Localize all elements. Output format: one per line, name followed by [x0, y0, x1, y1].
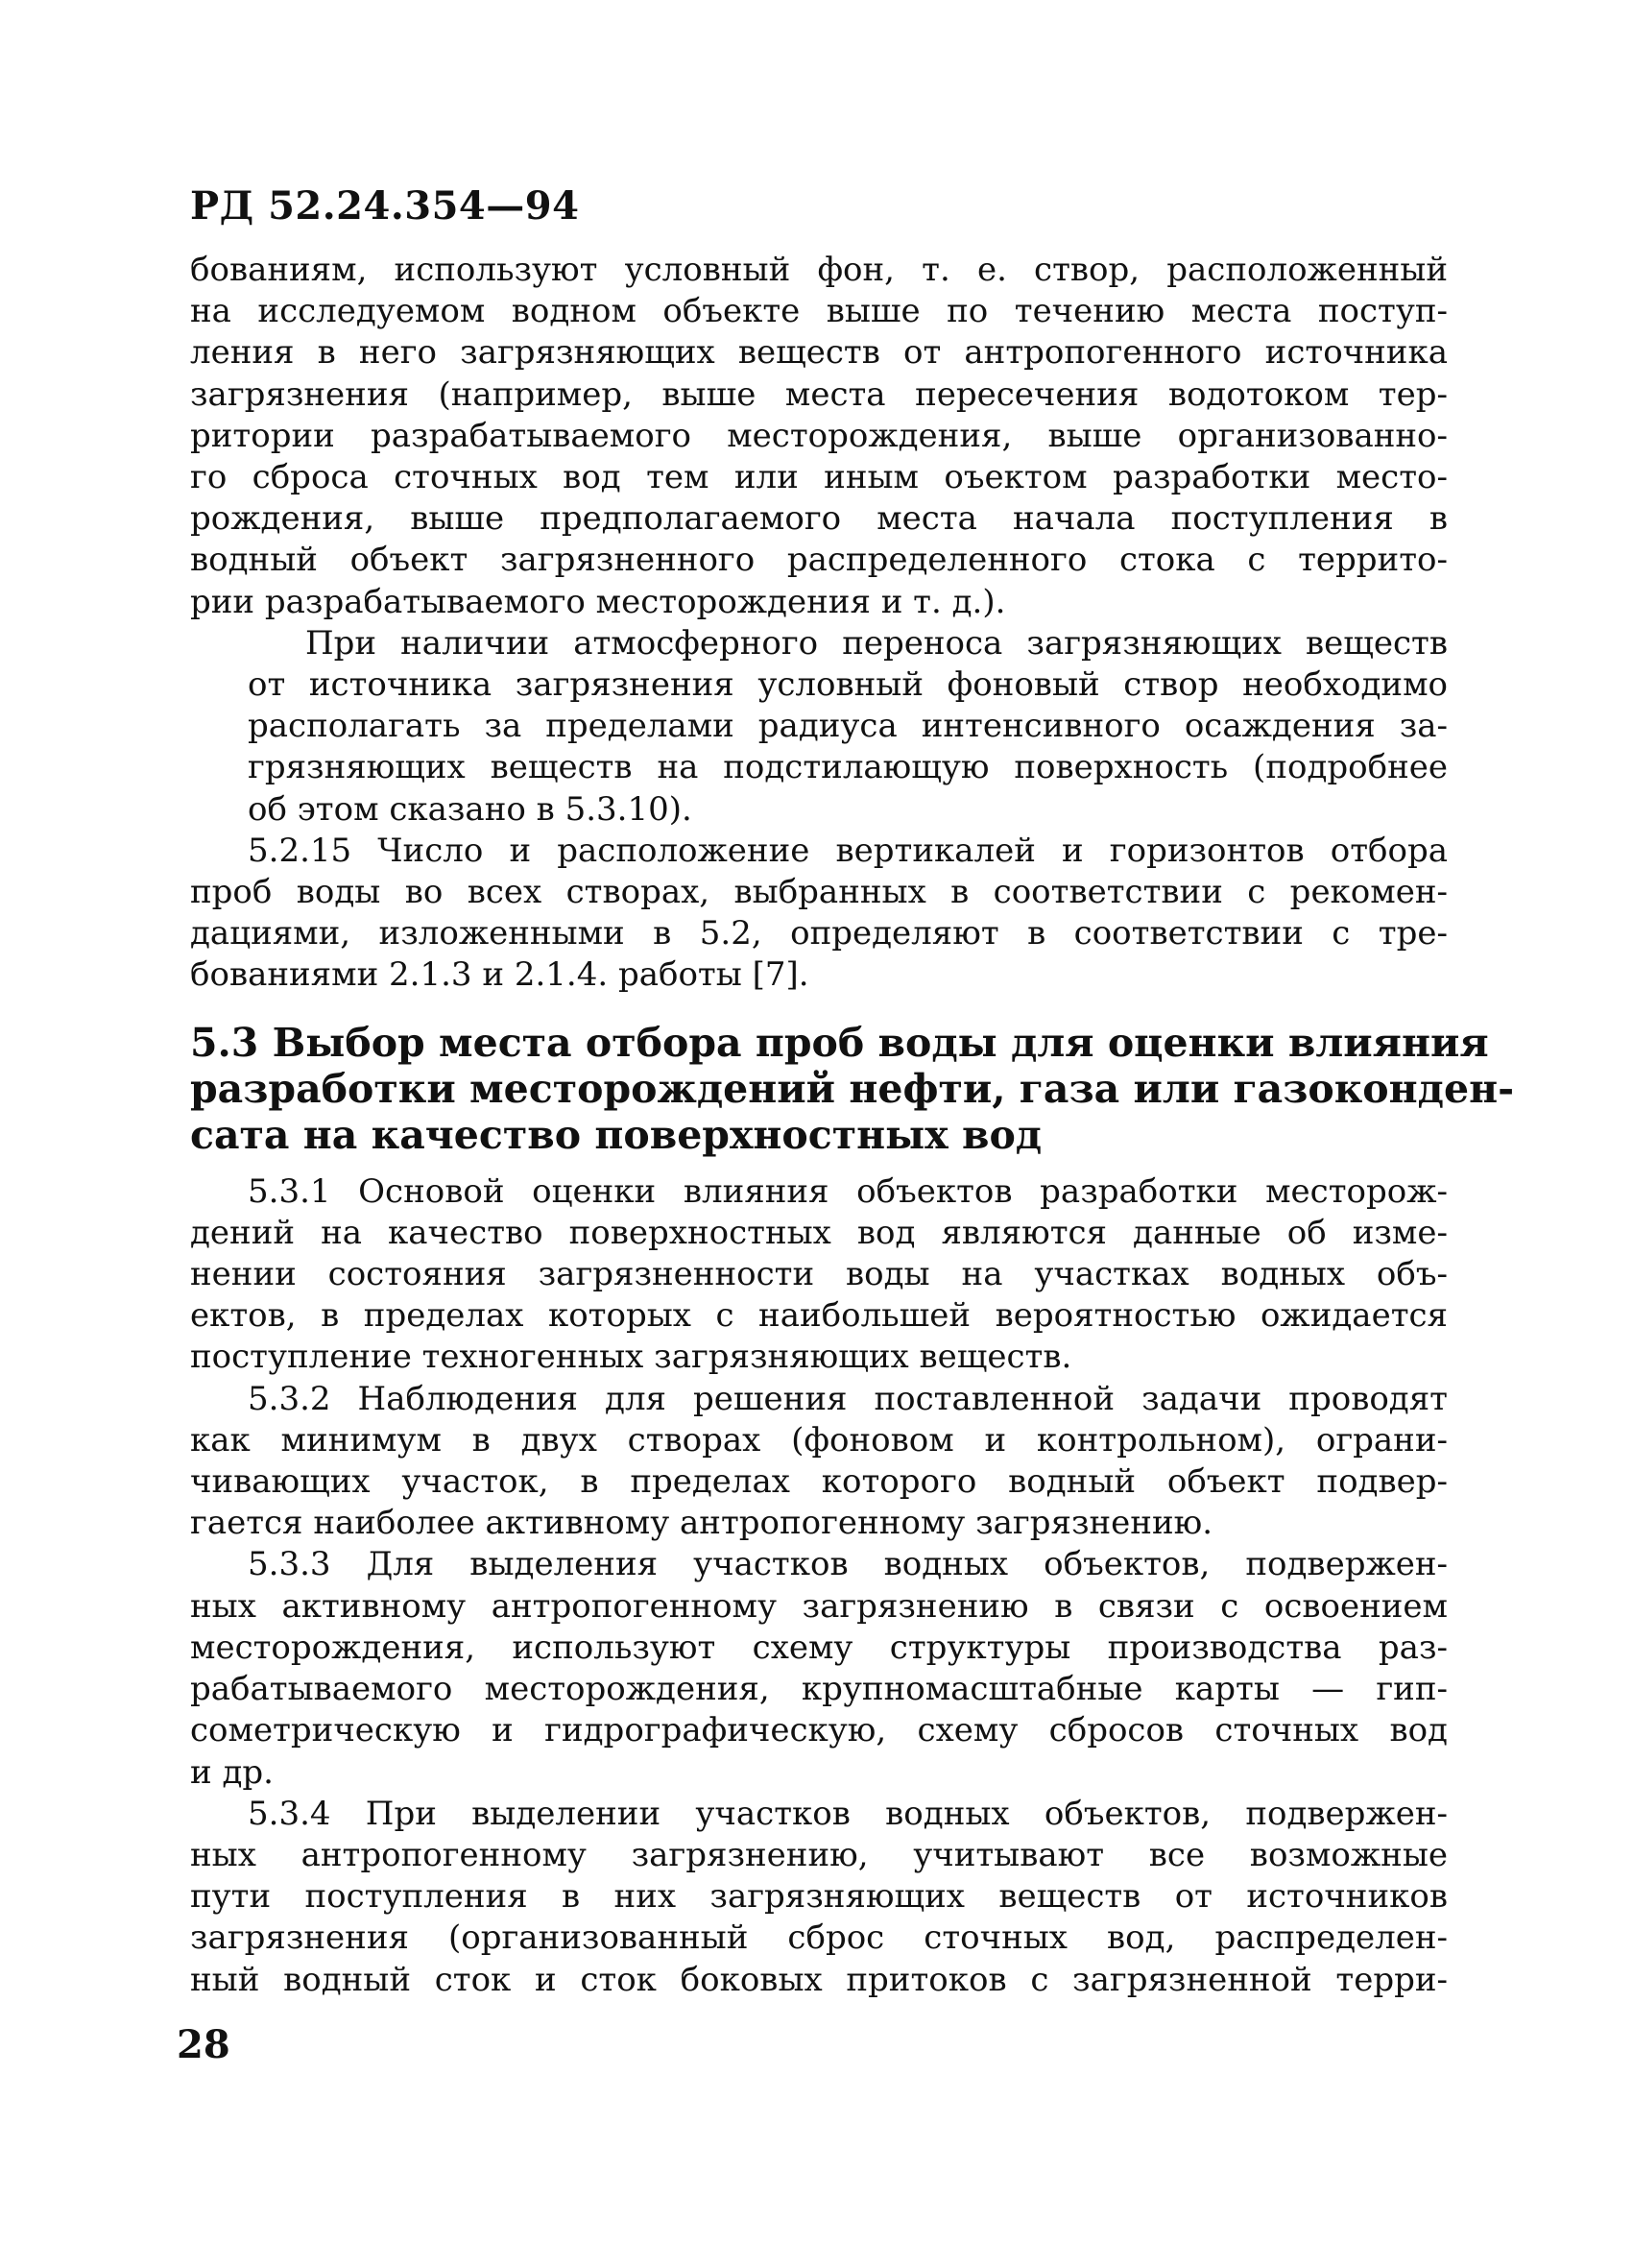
heading-line: разработки месторождений нефти, газа или газоконден-	[190, 1065, 1515, 1112]
document-code: РД 52.24.354—94	[190, 183, 580, 229]
text-line: от источника загрязнения условный фоновый створ необходимо	[248, 665, 1448, 705]
heading-line: 5.3 Выбор места отбора проб воды для оценки влияния	[190, 1019, 1489, 1066]
paragraph-continuation	[190, 250, 1448, 623]
heading-line: сата на качество поверхностных вод	[190, 1111, 1043, 1158]
text-line: ектов, в пределах которых с наибольшей вероятностью ожидается	[190, 1296, 1448, 1336]
text-line: на исследуемом водном объекте выше по течению места поступ-	[190, 292, 1448, 331]
paragraph-5-3-4	[190, 1794, 1448, 2001]
text-line: ных антропогенному загрязнению, учитывают все возможные	[190, 1835, 1448, 1874]
text-line: месторождения, используют схему структуры производства раз-	[190, 1628, 1448, 1667]
text-line: При наличии атмосферного переноса загрязняющих веществ	[305, 623, 1448, 663]
text-line: водный объект загрязненного распределенного стока с террито-	[190, 541, 1448, 580]
text-line: го сброса сточных вод тем или иным оъектом разработки место-	[190, 458, 1448, 497]
text-line: загрязнения (организованный сброс сточных вод, распределен-	[190, 1918, 1448, 1958]
text-line: нении состояния загрязненности воды на участках водных объ-	[190, 1255, 1448, 1294]
paragraph-5-3-3	[190, 1544, 1448, 1793]
text-line: бованиям, используют условный фон, т. е. створ, расположенный	[190, 251, 1448, 289]
text-line: загрязнения (например, выше места пересечения водотоком тер-	[190, 374, 1448, 414]
text-line: дений на качество поверхностных вод являются данные об изме-	[190, 1213, 1448, 1252]
paragraph-atmospheric-transfer	[190, 623, 1448, 831]
paragraph-5-2-15	[190, 831, 1448, 997]
page-number: 28	[177, 2022, 230, 2067]
text-line: 5.3.1 Основой оценки влияния объектов разработки месторож-	[248, 1171, 1448, 1211]
text-line: 5.3.3 Для выделения участков водных объектов, подвержен-	[248, 1545, 1448, 1584]
paragraph-5-3-2	[190, 1379, 1448, 1545]
text-line: 5.3.4 При выделении участков водных объектов, подвержен-	[248, 1794, 1448, 1833]
text-line: рии разрабатываемого месторождения и т. д.).	[190, 582, 1006, 621]
text-line: ных активному антропогенному загрязнению в связи с освоением	[190, 1586, 1448, 1626]
text-line: чивающих участок, в пределах которого водный объект подвер-	[190, 1462, 1448, 1502]
text-line: как минимум в двух створах (фоновом и контрольном), ограни-	[190, 1420, 1448, 1460]
text-line: ритории разрабатываемого месторождения, выше организованно-	[190, 416, 1448, 455]
text-line: и др.	[190, 1752, 274, 1792]
text-line: об этом сказано в 5.3.10).	[248, 789, 692, 829]
text-line: грязняющих веществ на подстилающую поверхность (подробнее	[248, 748, 1448, 787]
text-line: сометрическую и гидрографическую, схему сбросов сточных вод	[190, 1711, 1448, 1750]
text-line: рождения, выше предполагаемого места начала поступления в	[190, 499, 1448, 539]
text-line: 5.2.15 Число и расположение вертикалей и горизонтов отбора	[248, 831, 1448, 870]
text-line: проб воды во всех створах, выбранных в соответствии с рекомен-	[190, 873, 1448, 912]
text-line: располагать за пределами радиуса интенсивного осаждения за-	[248, 707, 1448, 746]
document-page	[190, 182, 1515, 2001]
text-line: дациями, изложенными в 5.2, определяют в соответствии с тре-	[190, 914, 1448, 953]
text-line: рабатываемого месторождения, крупномасштабные карты — гип-	[190, 1670, 1448, 1709]
text-line: ный водный сток и сток боковых притоков с загрязненной терри-	[190, 1960, 1448, 1999]
section-heading-5-3	[190, 1019, 1515, 1158]
text-line: поступление техногенных загрязняющих веществ.	[190, 1338, 1072, 1377]
text-line: пути поступления в них загрязняющих веществ от источников	[190, 1877, 1448, 1917]
text-line: бованиями 2.1.3 и 2.1.4. работы [7].	[190, 955, 809, 995]
text-line: гается наиболее активному антропогенному загрязнению.	[190, 1504, 1213, 1543]
text-line: ления в него загрязняющих веществ от антропогенного источника	[190, 333, 1448, 373]
paragraph-5-3-1	[190, 1171, 1448, 1379]
text-line: 5.3.2 Наблюдения для решения поставленной задачи проводят	[248, 1379, 1448, 1418]
body-text	[190, 250, 1515, 2001]
